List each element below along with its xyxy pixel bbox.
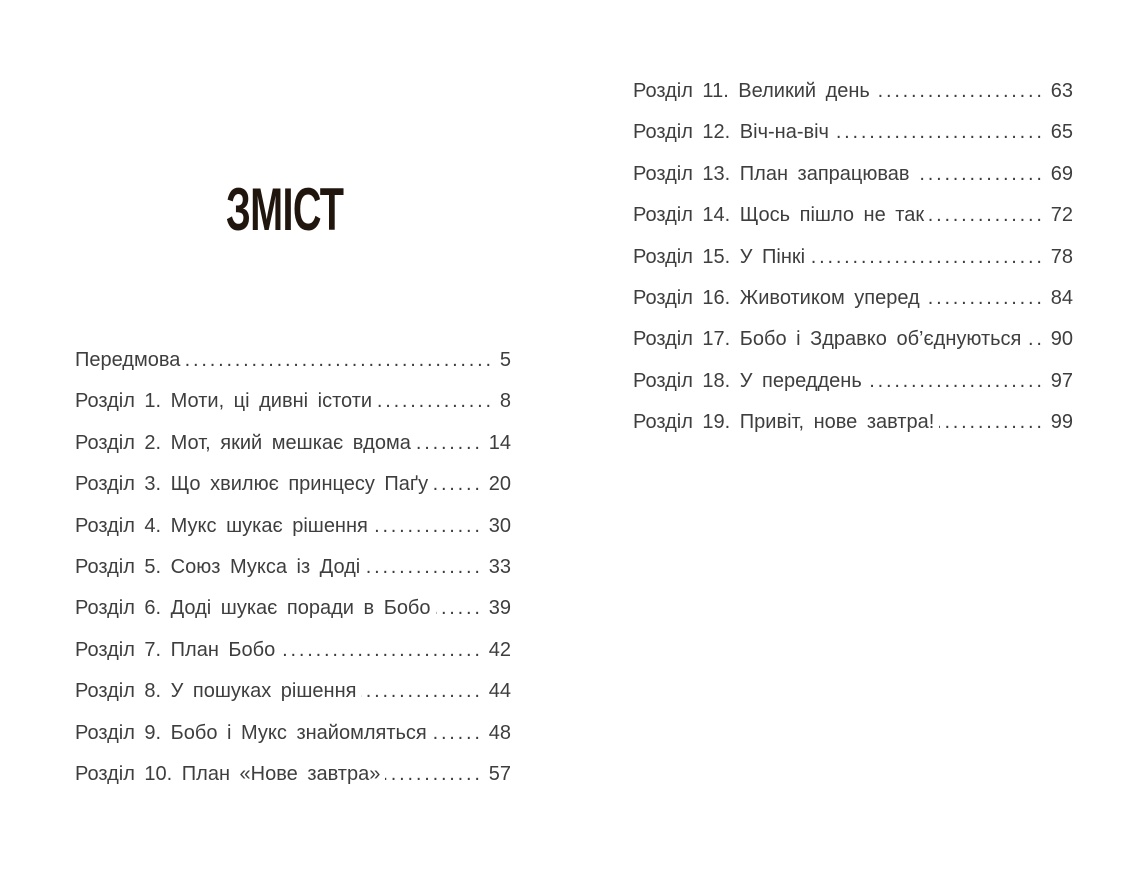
toc-entry-page: 63 [1050, 80, 1073, 102]
toc-entry [633, 237, 1073, 278]
toc-entry-label: Розділ 13. План запрацював [633, 162, 910, 185]
toc-entry-page: 84 [1050, 287, 1073, 310]
toc-entry [75, 671, 511, 712]
toc-entry-label: Розділ 14. Щось пішло не так [633, 204, 925, 227]
toc-entry [75, 547, 511, 588]
toc-entry-label: Розділ 7. План Бобо [75, 638, 276, 661]
toc-entry [75, 381, 511, 422]
toc-entry [633, 195, 1073, 236]
page-title: ЗМІСТ [226, 176, 344, 243]
toc-entry-label: Розділ 12. Віч-на-віч [633, 121, 829, 144]
toc-entry [633, 71, 1073, 112]
toc-left-column [75, 340, 511, 795]
toc-dot-leader [436, 588, 483, 629]
toc-entry-page: 44 [488, 680, 511, 703]
toc-entry [75, 713, 511, 754]
toc-entry-label: Розділ 1. Моти, ці дивні істоти [75, 390, 373, 413]
toc-entry [75, 754, 511, 795]
toc-dot-leader [377, 381, 494, 422]
toc-entry-page: 78 [1050, 245, 1073, 268]
toc-entry-page: 57 [488, 763, 511, 786]
toc-entry-page: 14 [488, 431, 511, 454]
toc-dot-leader [385, 754, 482, 795]
toc-entry-page: 65 [1050, 121, 1073, 144]
toc-entry-page: 8 [499, 390, 511, 413]
toc-right-column [633, 71, 1073, 444]
toc-entry-label: Розділ 9. Бобо і Мукс знайомляться [75, 721, 427, 744]
toc-entry-label: Розділ 8. У пошуках рішення [75, 680, 357, 703]
toc-entry-page: 5 [499, 349, 511, 371]
toc-entry [75, 464, 511, 505]
toc-entry-page: 69 [1050, 162, 1073, 185]
toc-entry-label: Розділ 10. План «Нове завтра» [75, 763, 381, 786]
toc-entry [75, 506, 511, 547]
toc-entry [75, 630, 511, 671]
toc-entry-page: 99 [1050, 411, 1073, 434]
toc-entry-label: Розділ 19. Привіт, нове завтра! [633, 411, 935, 434]
toc-entry-label: Передмова [75, 349, 181, 371]
toc-entry [633, 319, 1073, 360]
toc-entry [633, 112, 1073, 153]
toc-dot-leader [365, 547, 483, 588]
toc-dot-leader [433, 464, 483, 505]
toc-dot-leader [925, 278, 1045, 319]
toc-dot-leader [929, 195, 1045, 236]
toc-dot-leader [834, 112, 1045, 153]
toc-entry-label: Розділ 17. Бобо і Здравко об’єднуються [633, 328, 1022, 351]
toc-entry-page: 20 [488, 473, 511, 496]
toc-entry-label: Розділ 18. У переддень [633, 369, 862, 392]
toc-entry-page: 48 [488, 721, 511, 744]
toc-entry-label: Розділ 15. У Пінкі [633, 245, 806, 268]
toc-entry-page: 42 [488, 638, 511, 661]
toc-entry [75, 588, 511, 629]
toc-entry [633, 154, 1073, 195]
toc-dot-leader [875, 71, 1045, 112]
toc-entry-label: Розділ 5. Союз Мукса із Доді [75, 556, 361, 579]
toc-entry-page: 97 [1050, 369, 1073, 392]
toc-entry-page: 33 [488, 556, 511, 579]
toc-entry-label: Розділ 6. Доді шукає поради в Бобо [75, 597, 431, 620]
toc-entry [75, 340, 511, 381]
toc-dot-leader [185, 340, 494, 381]
toc-entry-label: Розділ 4. Мукс шукає рішення [75, 514, 368, 537]
toc-entry-page: 72 [1050, 204, 1073, 227]
toc-entry [633, 402, 1073, 443]
toc-dot-leader [361, 671, 482, 712]
toc-entry-label: Розділ 11. Великий день [633, 80, 870, 102]
toc-dot-leader [416, 423, 483, 464]
toc-dot-leader [867, 361, 1045, 402]
toc-entry-page: 30 [488, 514, 511, 537]
toc-entry-label: Розділ 2. Мот, який мешкає вдома [75, 431, 411, 454]
toc-entry [633, 278, 1073, 319]
toc-entry-page: 90 [1050, 328, 1073, 351]
toc-dot-leader [810, 237, 1045, 278]
toc-dot-leader [280, 630, 482, 671]
toc-entry-label: Розділ 3. Що хвилює принцесу Паґу [75, 473, 429, 496]
toc-entry-label: Розділ 16. Животиком уперед [633, 287, 920, 310]
toc-dot-leader [373, 506, 483, 547]
toc-dot-leader [939, 402, 1044, 443]
toc-entry [75, 423, 511, 464]
toc-dot-leader [915, 154, 1045, 195]
toc-entry-page: 39 [488, 597, 511, 620]
toc-dot-leader [1026, 319, 1044, 360]
toc-dot-leader [432, 713, 483, 754]
toc-entry [633, 361, 1073, 402]
